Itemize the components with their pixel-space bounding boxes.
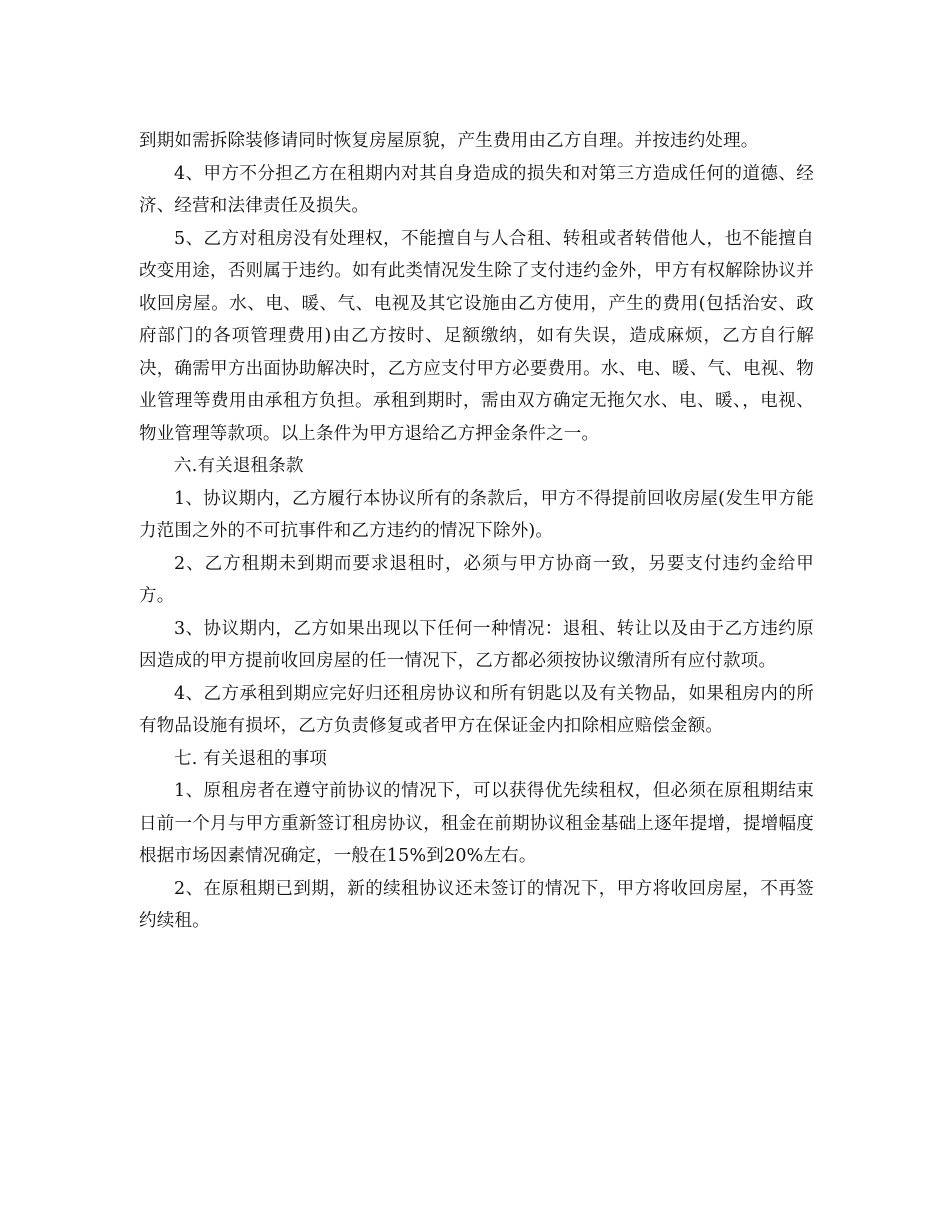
- paragraph-clause-5-usage: 5、乙方对租房没有处理权，不能擅自与人合租、转租或者转借他人，也不能擅自改变用途，否则属于违约。如有此类情况发生除了支付违约金外，甲方有权解除协议并收回房屋。水、电、暖、气、电视及其它设施由乙方使用，产生的费用(包括治安、政府部门的各项管理费用)由乙方按时、足额缴纳，如有失误，造成麻烦，乙方自行解决，确需甲方出面协助解决时，乙方应支付甲方必要费用。水、电、暖、气、电视、物业管理等费用由承租方负担。承租到期时，需由双方确定无拖欠水、电、暖、，电视、物业管理等款项。以上条件为甲方退给乙方押金条件之一。: [139, 228, 814, 444]
- paragraph-renewal-1: 1、原租房者在遵守前协议的情况下，可以获得优先续租权，但必须在原租期结束日前一个月与甲方重新签订租房协议，租金在前期协议租金基础上逐年提增，提增幅度根据市场因素情况确定，一般在15%到20%左右。: [139, 781, 814, 866]
- paragraph-termination-1: 1、协议期内，乙方履行本协议所有的条款后，甲方不得提前回收房屋(发生甲方能力范围之外的不可抗事件和乙方违约的情况下除外)。: [139, 488, 814, 541]
- section-heading-7-matters: 七. 有关退租的事项: [174, 748, 328, 769]
- paragraph-termination-4: 4、乙方承租到期应完好归还租房协议和所有钥匙以及有关物品，如果租房内的所有物品设施有损坏，乙方负责修复或者甲方在保证金内扣除相应赔偿金额。: [139, 683, 814, 736]
- paragraph-restore-premises: 到期如需拆除装修请同时恢复房屋原貌，产生费用由乙方自理。并按违约处理。: [139, 131, 759, 151]
- paragraph-termination-2: 2、乙方租期未到期而要求退租时，必须与甲方协商一致，另要支付违约金给甲方。: [139, 553, 814, 606]
- paragraph-termination-3: 3、协议期内，乙方如果出现以下任何一种情况：退租、转让以及由于乙方违约原因造成的甲方提前收回房屋的任一情况下，乙方都必须按协议缴清所有应付款项。: [139, 618, 814, 671]
- paragraph-clause-4-liability: 4、甲方不分担乙方在租期内对其自身造成的损失和对第三方造成任何的道德、经济、经营和法律责任及损失。: [139, 163, 814, 216]
- section-heading-6-termination: 六.有关退租条款: [174, 456, 304, 476]
- document-body: [139, 125, 814, 938]
- paragraph-renewal-2: 2、在原租期已到期，新的续租协议还未签订的情况下，甲方将收回房屋，不再签约续租。: [139, 878, 814, 931]
